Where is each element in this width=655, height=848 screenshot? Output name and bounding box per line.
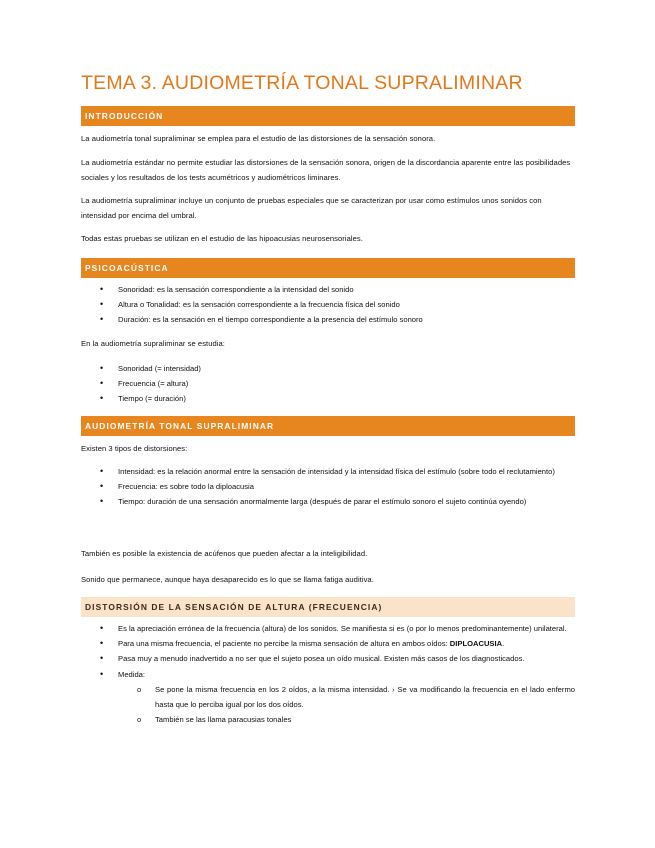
list-item: • Frecuencia (= altura) [81, 376, 575, 391]
diploacusia-end: . [502, 639, 505, 649]
ats-paragraph-3: Sonido que permanece, aunque haya desaparecido es lo que se llama fatiga auditiva. [81, 575, 374, 584]
intro-paragraph-4: Todas estas pruebas se utilizan en el estudio de las hipoacusias neurosensoriales. [81, 234, 363, 243]
list-item: • Sonoridad (= intensidad) [81, 361, 575, 376]
list-item: • Es la apreciación errónea de la frecuencia (altura) de los sonidos. Se manifiesta si es (o por lo menos predominantemente) unilateral. [81, 621, 575, 636]
list-item: • Intensidad: es la relación anormal entre la sensación de intensidad y la intensidad física del estímulo (sobre todo el reclutamiento) [81, 464, 575, 479]
ats-paragraph-2: También es posible la existencia de acúfenos que pueden afectar a la inteligibilidad. [81, 549, 368, 558]
intro-paragraph-3: La audiometría supraliminar incluye un conjunto de pruebas especiales que se caracterizan por usar como estímulos unos sonidos con intensidad por encima del umbral. [81, 196, 542, 221]
list-item: • Frecuencia: es sobre todo la diploacusia [81, 479, 575, 494]
diploacusia-text: Para una misma frecuencia, el paciente no percibe la misma sensación de altura en ambos oídos: [118, 639, 450, 649]
intro-paragraph-1: La audiometría tonal supraliminar se emplea para el estudio de las distorsiones de la sensación sonora. [81, 134, 436, 143]
intro-paragraph-2: La audiometría estándar no permite estudiar las distorsiones de la sensación sonora, origen de la discordancia aparente entre las posibilidades sociales y los resultados de los tests acumétricos y audiométricos liminares. [81, 158, 571, 183]
sub-list-item: o También se las llama paracusias tonales [118, 712, 575, 727]
page-title: TEMA 3. AUDIOMETRÍA TONAL SUPRALIMINAR [81, 72, 523, 94]
list-item: • Sonoridad: es la sensación correspondiente a la intensidad del sonido [81, 282, 575, 297]
diploacusia-term: DIPLOACUSIA [449, 639, 503, 649]
medida-sub-list [118, 682, 575, 728]
section-heading-psicoacustica: PSICOACÚSTICA [81, 258, 575, 278]
ats-paragraph-1: Existen 3 tipos de distorsiones: [81, 444, 188, 453]
list-item: • Pasa muy a menudo inadvertido a no ser que el sujeto posea un oído musical. Existen más casos de los diagnosticados. [81, 651, 575, 666]
list-item: • Duración: es la sensación en el tiempo correspondiente a la presencia del estímulo sonoro [81, 312, 575, 327]
list-item: • Tiempo (= duración) [81, 391, 575, 406]
psico-bullet-list-2 [81, 361, 575, 407]
list-item: • Tiempo: duración de una sensación anormalmente larga (después de parar el estímulo sonoro el sujeto continúa oyendo) [81, 494, 575, 509]
psico-bullet-list [81, 282, 575, 328]
section-heading-introduccion: INTRODUCCIÓN [81, 106, 575, 126]
list-item: • Altura o Tonalidad: es la sensación correspondiente a la frecuencia física del sonido [81, 297, 575, 312]
psico-paragraph: En la audiometría supraliminar se estudia: [81, 339, 225, 348]
list-item [81, 667, 575, 728]
sub-list-item: o Se pone la misma frecuencia en los 2 oídos, a la misma intensidad. › Se va modificando la frecuencia en el lado enfermo hasta que lo perciba igual por los dos oídos. [118, 682, 575, 712]
dist-bullet-list [81, 621, 575, 727]
list-item [81, 636, 575, 651]
section-heading-distorsion: DISTORSIÓN DE LA SENSACIÓN DE ALTURA (FRECUENCIA) [81, 597, 575, 617]
section-heading-audiometria: AUDIOMETRÍA TONAL SUPRALIMINAR [81, 416, 575, 436]
medida-label: Medida: [118, 669, 146, 679]
ats-bullet-list [81, 464, 575, 510]
